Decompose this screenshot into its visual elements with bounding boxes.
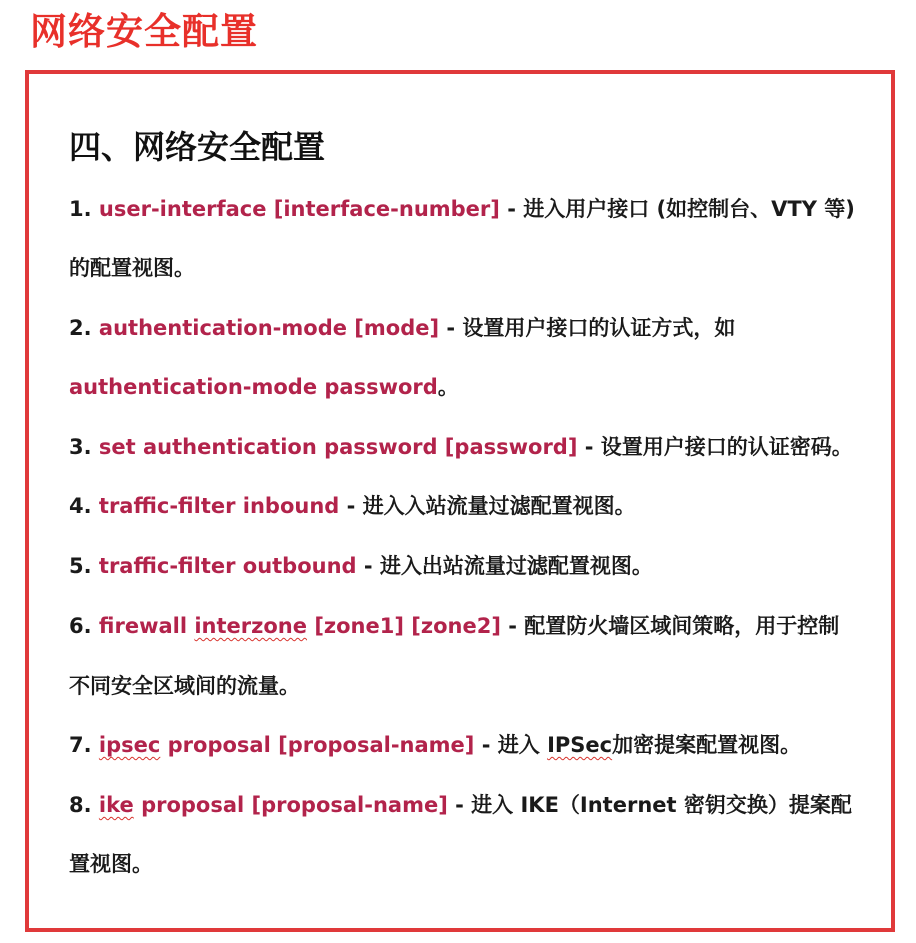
command-text: authentication-mode password (69, 375, 438, 399)
separator: - (508, 614, 517, 638)
description-text: 进入 (497, 733, 540, 757)
item-7-line (69, 725, 801, 765)
command-text: set authentication password [password] (98, 435, 578, 459)
description-text: 设置用户接口的认证方式，如 (462, 316, 736, 340)
description-text: 。 (437, 375, 459, 399)
item-5-line (69, 546, 653, 586)
command-text: traffic-filter inbound (98, 494, 340, 518)
description-text: 加密提案配置视图。 (612, 733, 802, 757)
separator: - (481, 733, 491, 757)
section-heading: 四、网络安全配置 (69, 128, 326, 166)
command-text: traffic-filter outbound (98, 554, 357, 578)
document-frame (25, 70, 895, 932)
item-8-line (69, 785, 852, 825)
description-text: 的配置视图。 (69, 256, 195, 280)
command-text: authentication-mode [mode] (98, 316, 440, 340)
separator: - (346, 494, 356, 518)
separator: - (455, 793, 464, 817)
separator: - (363, 554, 373, 578)
command-text: proposal [proposal-name] (167, 733, 475, 757)
item-6-continuation (69, 666, 300, 706)
item-2-continuation (69, 367, 459, 407)
spellcheck-underlined-word: ike (98, 793, 134, 817)
description-text: 配置防火墙区域间策略，用于控制 (524, 614, 840, 638)
description-text: 设置用户接口的认证密码。 (600, 435, 853, 459)
description-text: 置视图。 (69, 852, 153, 876)
item-number: 3. (69, 435, 92, 459)
item-number: 7. (69, 733, 92, 757)
item-8-continuation (69, 844, 153, 884)
item-1-line (69, 189, 855, 229)
spellcheck-underlined-word: IPSec (547, 733, 613, 757)
item-6-line (69, 606, 839, 646)
item-number: 8. (69, 793, 92, 817)
description-text: 进入出站流量过滤配置视图。 (379, 554, 653, 578)
description-text: 进入入站流量过滤配置视图。 (362, 494, 636, 518)
command-text: [zone1] [zone2] (314, 614, 501, 638)
command-text: user-interface [interface-number] (98, 197, 500, 221)
spellcheck-underlined-word: interzone (194, 614, 307, 638)
item-2-line (69, 308, 735, 348)
separator: - (446, 316, 456, 340)
item-number: 5. (69, 554, 92, 578)
item-number: 1. (69, 197, 92, 221)
item-number: 4. (69, 494, 92, 518)
item-number: 2. (69, 316, 92, 340)
separator: - (507, 197, 516, 221)
spellcheck-underlined-word: ipsec (98, 733, 161, 757)
command-text: firewall (98, 614, 188, 638)
page-title: 网络安全配置 (30, 10, 258, 53)
item-number: 6. (69, 614, 92, 638)
item-4-line (69, 486, 636, 526)
separator: - (584, 435, 594, 459)
item-1-continuation (69, 248, 195, 288)
command-text: proposal [proposal-name] (141, 793, 448, 817)
description-text: 不同安全区域间的流量。 (69, 674, 300, 698)
description-text: 进入 IKE（Internet 密钥交换）提案配 (471, 793, 852, 817)
description-text: 进入用户接口 (如控制台、VTY 等) (523, 197, 855, 221)
item-3-line (69, 427, 853, 467)
